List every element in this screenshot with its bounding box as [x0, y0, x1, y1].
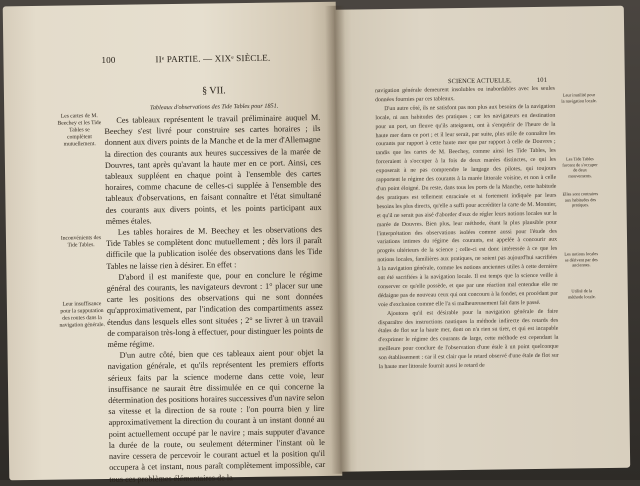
left-running-head: IIᵉ PARTIE. — XIXᵉ SIÈCLE.	[155, 52, 271, 65]
paragraph: D'abord il est manifeste que, pour en conclure le régime général des courants, les navigateurs devront : 1° placer sur une carte les positions des observations qui ne sont données qu'approximativement, par l'indication des compartiments assez étendus dans lesquels elles sont situées ; 2° se livrer à un travail de comparaison très-long à effectuer, pour distinguer les points de même régime.	[106, 269, 324, 350]
open-book	[3, 0, 636, 484]
right-running-head: SCIENCE ACTUELLE.	[447, 77, 512, 86]
right-page-number: 101	[536, 76, 548, 84]
left-page-number: 100	[101, 54, 116, 66]
paragraph: Les tables horaires de M. Beechey et les observations des Tide Tables se complètent donc mutuellement ; dès lors il paraît difficile que la publication isolée des observations dans les Tide Tables ne laisse rien à désirer. En effet :	[105, 224, 323, 271]
right-page-body	[375, 85, 560, 475]
paragraph: Ces tableaux représentent le travail préliminaire auquel M. Beechey s'est livré pour construire ses cartes horaires ; ils donnent aux divers points de la Manche et de la mer d'Allemagne la direction des courants aux heures successives de la marée de Douvres, tant après qu'avant la haute mer en ce port. Ainsi, ces tableaux suppléent en chaque point à l'ensemble des cartes horaires, comme chacune de celles-ci supplée à l'ensemble des tableaux d'observations, en faisant connaître et l'état simultané des courants aux divers points, et les points participant aux mêmes étales.	[104, 112, 322, 226]
right-page	[334, 6, 630, 472]
paragraph: navigation générale demeurent insolubles ou inabordables avec les seules données fournies par ces tableaux.	[374, 85, 555, 104]
side-note: Les cartes de M. Beechey et les Tide Tables se complètent mutuellement.	[57, 113, 102, 148]
section-subtitle: Tableaux d'observations des Tide Tables pour 1851.	[149, 102, 279, 112]
left-page	[3, 2, 343, 484]
side-note: Utilité de la méthode locale.	[567, 288, 596, 300]
paragraph: D'un autre côté, bien que ces tableaux aient pour objet la navigation générale, et qu'ils représentent les premiers efforts sérieux faits par la science moderne dans cette voie, leur insuffisance ne saurait être dissimulée en ce qui concerne la détermination des positions horaires successives d'un navire selon sa vitesse et la direction de sa route : l'on pourra bien y lire approximativement la direction du courant à un instant donné au point actuellement occupé par le navire ; mais supputer d'avance la durée de la route, ou seulement déterminer l'instant où le navire cessera de percevoir le courant actuel et la position qu'il occupera à cet instant, nous paraît complètement impossible, car tous ces problèmes élémentaires de la	[107, 348, 326, 484]
side-note: Elles sont contraires aux habitudes des pratiques.	[562, 191, 599, 208]
section-title: § VII.	[201, 85, 226, 97]
side-note: Leur inutilité pour la navigation locale.	[561, 92, 597, 104]
side-note: Les notions locales se dérivent par des anciennes.	[564, 251, 599, 268]
left-page-body	[104, 112, 326, 484]
side-note: Inconvénients des Tide Tables.	[60, 235, 102, 249]
side-note: Les Tide Tables forcent de s'occuper de deux mouvements.	[562, 156, 598, 179]
paragraph: Ajoutons qu'il est désirable pour la navigation générale de faire disparaître des instructions nautiques la méthode indirecte des retards des étales de flot sur la haute mer, dont on n'a rien su tirer, et qui est incapable d'exprimer le régime des courants de large, cette méthode est cependant la meilleure pour conclure de l'observation d'une étale à un point quelconque son établissement : car il est clair que le retard observé d'une étale de flot sur la haute mer littorale fournit aussi le retard de	[378, 308, 559, 371]
side-note: Leur insuffisance pour la supputation des routes dans la navigation générale.	[59, 301, 105, 329]
paragraph: D'un autre côté, ils ne satisfont pas non plus aux besoins de la navigation locale, ni aux habitudes des pratiques ; car les navigateurs en destination pour un port, un fleuve qu'ils atteignent, ont à s'enquérir de l'heure de la haute mer dans ce port ; et il leur serait, par suite, plus utile de connaître les courants par rapport à cette haute mer que par rapport à celle de Douvres ; tandis que les cartes de M. Beechey, comme ainsi les Tide Tables, les forceraient à s'occuper à la fois de deux marées distinctes, ce qui les exposerait à ne pas comprendre le langage des pilotes, qui toujours rapportent le régime des courants à la marée littorale voisine, et non à celle d'un point éloigné. Du reste, dans tous les ports de la Manche, cette habitude des pratiques est tellement enracinée et si fortement indiquée par leurs besoins les plus directs, qu'elle a suffi pour accréditer la carte de M. Monnier, et qu'il ne serait pas aisé d'aborder d'eux de régler leurs notions locales sur la marée de Douvres. Bien plus, leur méthode, étant la plus plausible pour l'interprétation des observations isolées comme aussi pour l'étude des variations intimes du régime des courants, est appelée à concourir aux progrès ultérieurs de la science ; celle-ci est donc intéressée à ce que les notions locales, familières aux pratiques, ne soient pas aujourd'hui sacrifiées à la navigation générale, comme les notions anciennes utiles à cette dernière ont été sacrifiées à la navigation locale. Il est temps que la science veille à conserver ce qu'elle possède, et que par une réaction mal entendue elle ne dédaigne pas de nouveau ceux qui ont concouru à la fonder, en procédant par voie d'exclusion comme elle l'a si malheureusement fait dans le passé.	[375, 103, 558, 308]
